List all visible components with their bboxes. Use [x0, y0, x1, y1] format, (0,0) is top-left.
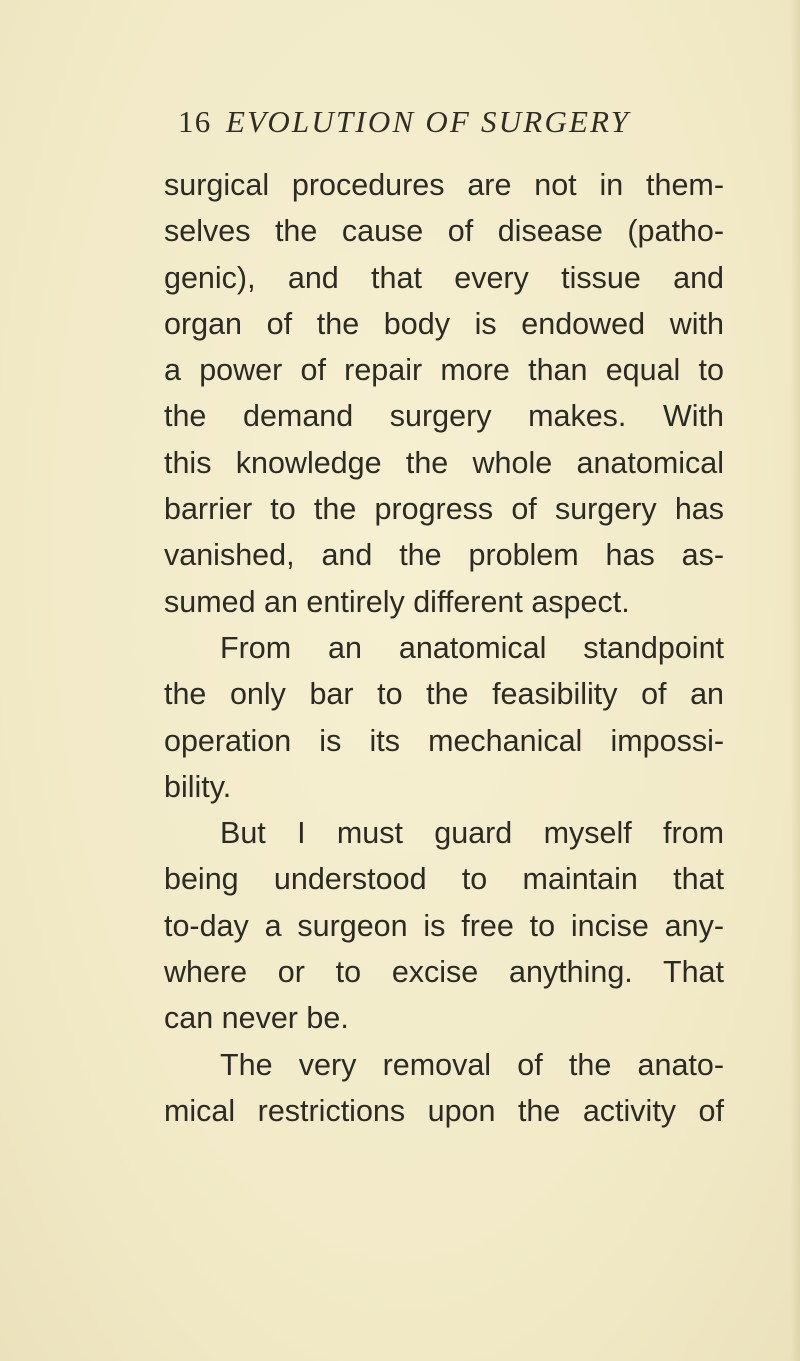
- text-line: a power of repair more than equal to: [164, 353, 724, 388]
- text-line: But I must guard myself from: [220, 816, 724, 851]
- text-line: bility.: [164, 769, 232, 804]
- body-text: [164, 162, 724, 1134]
- running-head: [178, 104, 698, 144]
- text-line: being understood to maintain that: [164, 862, 724, 897]
- text-line: genic), and that every tissue and: [164, 260, 724, 295]
- text-line: to-day a surgeon is free to incise any-: [164, 908, 724, 943]
- text-line: vanished, and the problem has as-: [164, 538, 724, 573]
- text-line: operation is its mechanical impossi-: [164, 723, 724, 758]
- text-line: The very removal of the anato-: [220, 1047, 724, 1082]
- text-line: sumed an entirely different aspect.: [164, 584, 630, 619]
- text-line: organ of the body is endowed with: [164, 306, 724, 341]
- text-line: this knowledge the whole anatomical: [164, 445, 724, 480]
- text-line: the demand surgery makes. With: [164, 399, 724, 434]
- text-line: where or to excise anything. That: [164, 955, 724, 990]
- running-title: EVOLUTION OF SURGERY: [226, 104, 631, 139]
- text-line: mical restrictions upon the activity of: [164, 1093, 724, 1128]
- page-edge-shadow: [790, 0, 800, 1361]
- text-line: From an anatomical standpoint: [220, 630, 724, 665]
- text-line: surgical procedures are not in them-: [164, 168, 724, 202]
- text-line: can never be.: [164, 1001, 349, 1036]
- text-line: the only bar to the feasibility of an: [164, 677, 724, 712]
- text-line: selves the cause of disease (patho-: [164, 214, 724, 249]
- text-line: barrier to the progress of surgery has: [164, 492, 724, 527]
- page-number: 16: [178, 104, 212, 139]
